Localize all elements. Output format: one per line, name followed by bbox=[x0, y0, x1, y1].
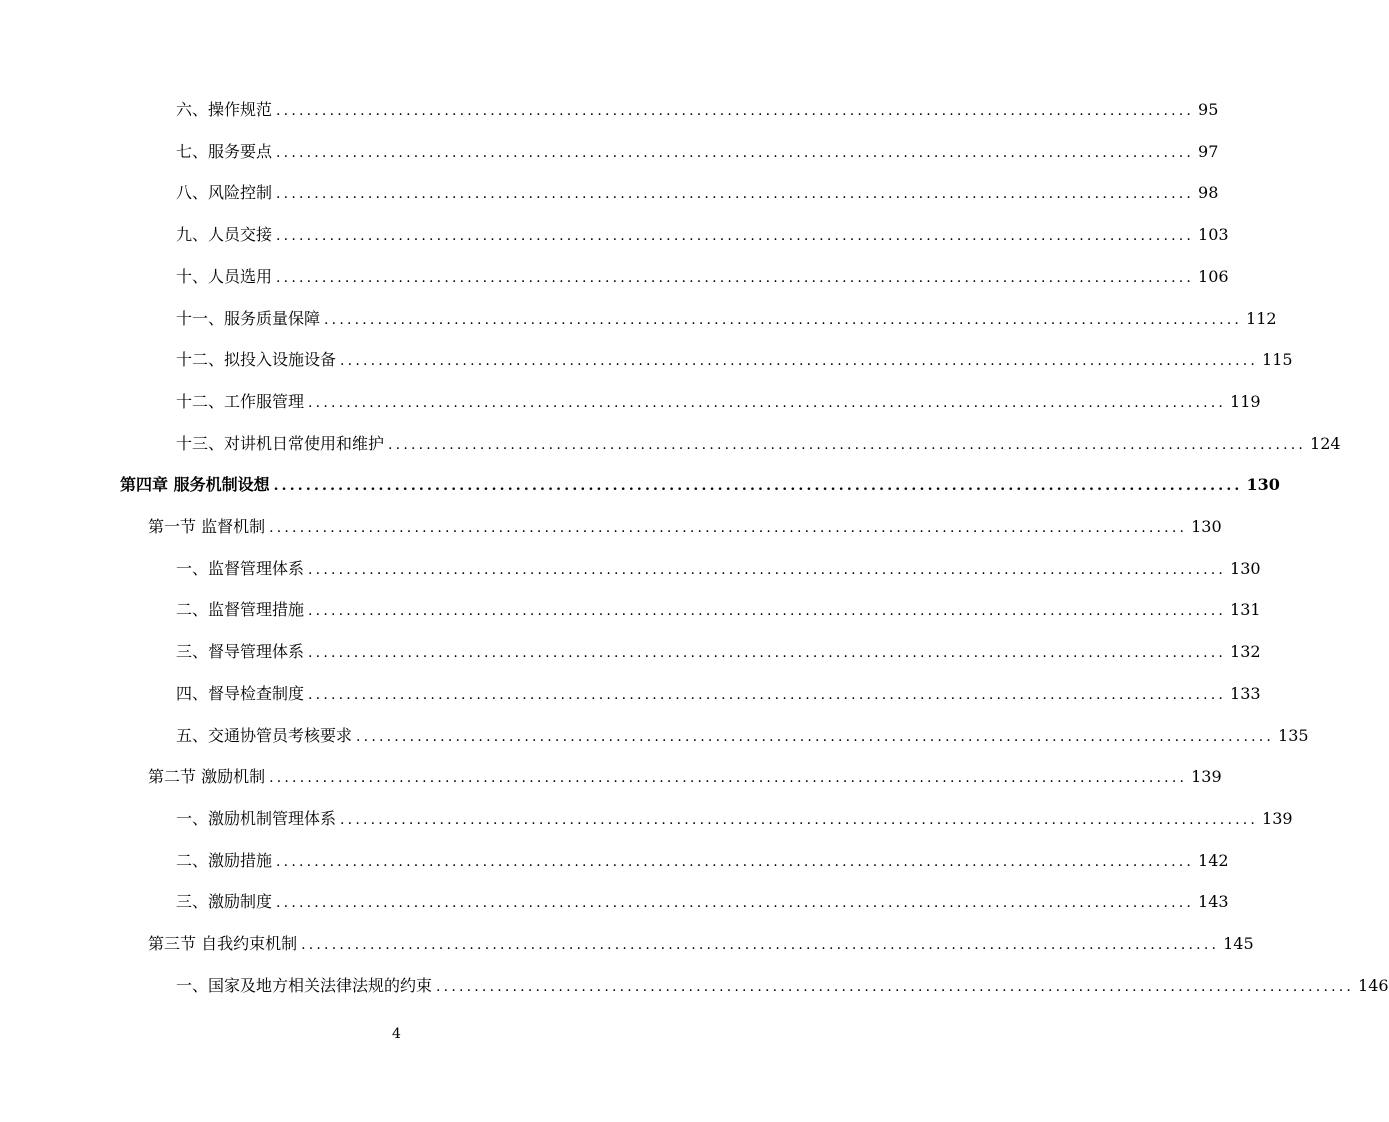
toc-entry-label: 十、人员选用 bbox=[176, 266, 273, 286]
toc-entry-page: 130 bbox=[1191, 517, 1222, 536]
toc-entry-label: 第二节 激励机制 bbox=[148, 767, 266, 787]
toc-dot-leader: ........................................................................................................................ bbox=[276, 269, 1195, 286]
toc-dot-leader: ........................................................................................................................ bbox=[308, 603, 1227, 620]
toc-entry-label: 第三节 自我约束机制 bbox=[148, 934, 298, 953]
toc-entry-label: 三、督导管理体系 bbox=[176, 642, 305, 662]
toc-entry[interactable] bbox=[176, 263, 1229, 291]
toc-entry[interactable] bbox=[176, 138, 1219, 166]
toc-dot-leader: ........................................................................................................................ bbox=[273, 478, 1243, 495]
toc-entry-label: 一、国家及地方相关法律法规的约束 bbox=[176, 975, 433, 995]
toc-dot-leader: ........................................................................................................................ bbox=[340, 353, 1259, 370]
toc-entry-label: 八、风险控制 bbox=[176, 183, 273, 203]
toc-dot-leader: ........................................................................................................................ bbox=[308, 561, 1227, 578]
toc-entry-label: 二、激励措施 bbox=[176, 850, 273, 870]
toc-dot-leader: ........................................................................................................................ bbox=[276, 853, 1195, 870]
page-number: 4 bbox=[392, 1026, 401, 1042]
toc-dot-leader: ........................................................................................................................ bbox=[436, 978, 1355, 995]
toc-entry[interactable] bbox=[176, 722, 1309, 750]
toc-entry-page: 132 bbox=[1230, 642, 1261, 662]
toc-entry[interactable] bbox=[120, 471, 1280, 499]
toc-entry-page: 143 bbox=[1198, 892, 1229, 912]
toc-dot-leader: ........................................................................................................................ bbox=[308, 394, 1227, 411]
toc-entry-page: 124 bbox=[1310, 433, 1341, 453]
toc-entry[interactable] bbox=[176, 346, 1293, 374]
toc-entry-label: 十三、对讲机日常使用和维护 bbox=[176, 433, 385, 453]
toc-entry-label: 一、激励机制管理体系 bbox=[176, 808, 337, 828]
toc-entry-label: 四、督导检查制度 bbox=[176, 683, 305, 703]
toc-entry[interactable] bbox=[176, 680, 1261, 708]
toc-entry-page: 139 bbox=[1262, 808, 1293, 828]
toc-entry[interactable] bbox=[148, 930, 1254, 958]
toc-entry-label: 十一、服务质量保障 bbox=[176, 308, 321, 328]
toc-entry-page: 133 bbox=[1230, 683, 1261, 703]
toc-dot-leader: ........................................................................................................................ bbox=[276, 103, 1195, 119]
toc-entry-label: 一、监督管理体系 bbox=[176, 558, 305, 578]
toc-entry[interactable] bbox=[176, 805, 1293, 833]
toc-entry[interactable] bbox=[148, 763, 1222, 791]
toc-entry-label: 十二、拟投入设施设备 bbox=[176, 350, 337, 370]
toc-entry-label: 九、人员交接 bbox=[176, 225, 273, 245]
toc-entry[interactable] bbox=[176, 305, 1277, 333]
toc-entry-page: 130 bbox=[1246, 475, 1280, 495]
toc-entry-label: 二、监督管理措施 bbox=[176, 600, 305, 620]
toc-entry[interactable] bbox=[176, 221, 1229, 249]
toc-entry-page: 98 bbox=[1198, 183, 1219, 203]
toc-entry-label: 七、服务要点 bbox=[176, 141, 273, 161]
toc-entry[interactable] bbox=[176, 555, 1261, 583]
toc-entry-label: 第一节 监督机制 bbox=[148, 517, 266, 536]
toc-entry-label: 第四章 服务机制设想 bbox=[120, 475, 270, 495]
toc-entry[interactable] bbox=[176, 430, 1341, 458]
toc-entry-page: 142 bbox=[1198, 850, 1229, 870]
toc-dot-leader: ........................................................................................................................ bbox=[276, 186, 1195, 203]
toc-entry[interactable] bbox=[148, 513, 1222, 541]
toc-dot-leader: ........................................................................................................................ bbox=[308, 686, 1227, 703]
toc-entry[interactable] bbox=[176, 179, 1219, 207]
toc-entry[interactable] bbox=[176, 972, 1389, 1000]
toc-entry[interactable] bbox=[176, 847, 1229, 875]
toc-dot-leader: ........................................................................................................................ bbox=[276, 228, 1195, 245]
toc-dot-leader: ........................................................................................................................ bbox=[324, 311, 1243, 328]
toc-entry[interactable] bbox=[176, 96, 1219, 124]
toc-entry-label: 五、交通协管员考核要求 bbox=[176, 725, 353, 745]
toc-dot-leader: ........................................................................................................................ bbox=[340, 811, 1259, 828]
toc-entry-label: 三、激励制度 bbox=[176, 892, 273, 912]
toc-entry-page: 139 bbox=[1191, 767, 1222, 787]
toc-entry-label: 十二、工作服管理 bbox=[176, 391, 305, 411]
toc-entry[interactable] bbox=[176, 388, 1261, 416]
toc-entry-page: 103 bbox=[1198, 225, 1229, 245]
toc-entry[interactable] bbox=[176, 638, 1261, 666]
toc-dot-leader: ........................................................................................................................ bbox=[388, 436, 1307, 453]
toc-entry-page: 130 bbox=[1230, 558, 1261, 578]
toc-entry-label: 六、操作规范 bbox=[176, 100, 273, 119]
toc-entry-page: 145 bbox=[1223, 934, 1254, 953]
toc-dot-leader: ........................................................................................................................ bbox=[308, 645, 1227, 662]
toc-entry-page: 106 bbox=[1198, 266, 1229, 286]
toc-entry[interactable] bbox=[176, 596, 1261, 624]
toc-entry-page: 119 bbox=[1230, 391, 1261, 411]
toc-entry[interactable] bbox=[176, 888, 1229, 916]
toc-dot-leader: ........................................................................................................................ bbox=[356, 728, 1275, 745]
toc-dot-leader: ........................................................................................................................ bbox=[276, 895, 1195, 912]
toc-entry-page: 146 bbox=[1358, 975, 1389, 995]
toc-entry-page: 115 bbox=[1262, 350, 1293, 370]
toc-entry-page: 135 bbox=[1278, 725, 1309, 745]
toc-dot-leader: ........................................................................................................................ bbox=[301, 937, 1220, 953]
toc-dot-leader: ........................................................................................................................ bbox=[269, 520, 1188, 536]
toc-entry-page: 95 bbox=[1198, 100, 1219, 119]
toc-entry-page: 112 bbox=[1246, 308, 1277, 328]
toc-dot-leader: ........................................................................................................................ bbox=[276, 144, 1195, 161]
toc-dot-leader: ........................................................................................................................ bbox=[269, 770, 1188, 787]
toc-entry-page: 97 bbox=[1198, 141, 1219, 161]
toc-entry-page: 131 bbox=[1230, 600, 1261, 620]
